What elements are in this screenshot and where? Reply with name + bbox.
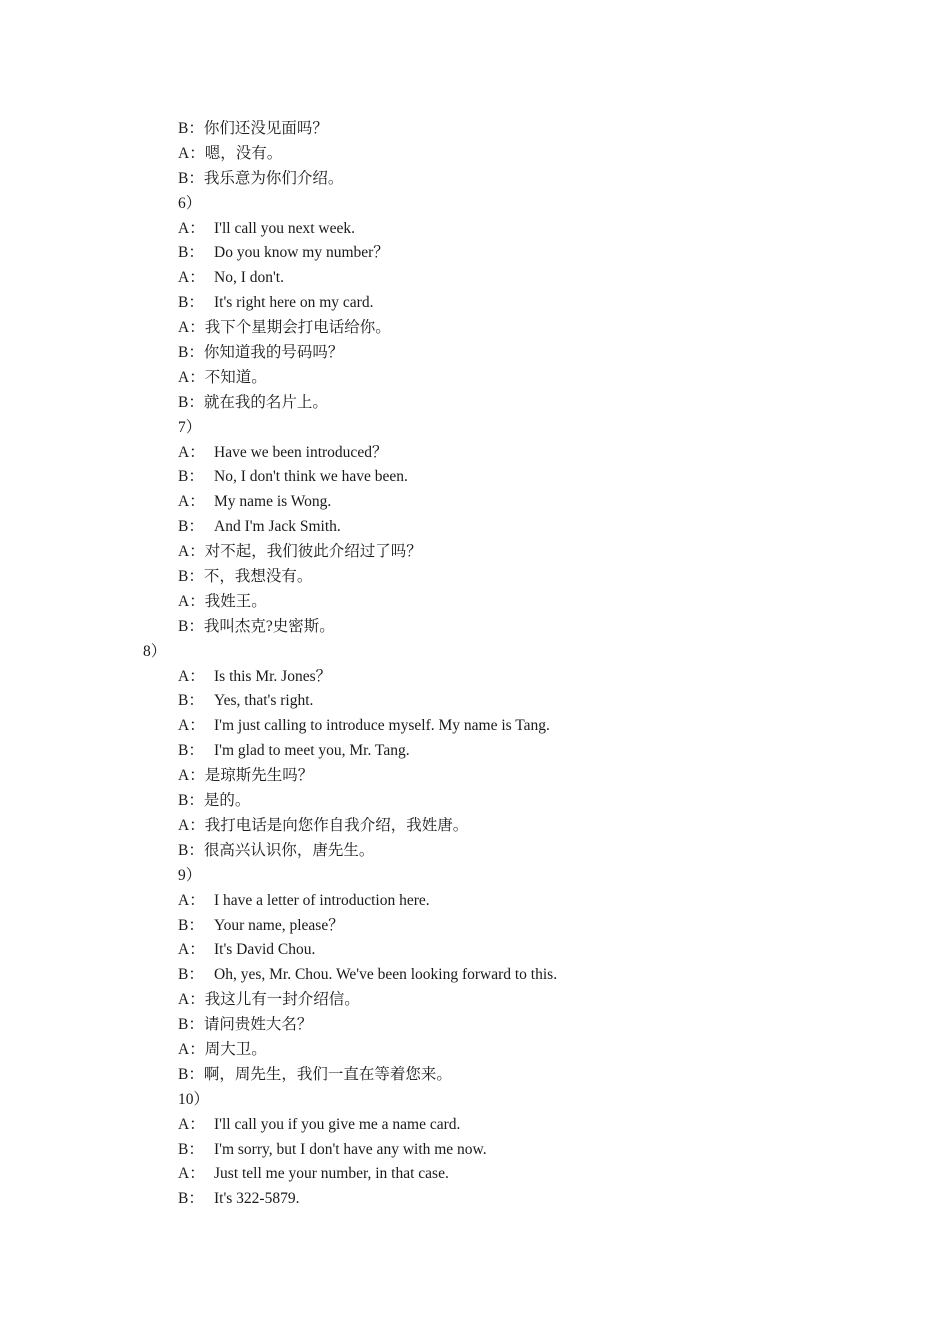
dialogue-line-chinese: A：我下个星期会打电话给你。: [178, 319, 391, 337]
dialogue-text: Is this Mr. Jones？: [214, 667, 332, 685]
dialogue-text: It's 322-5879.: [214, 1190, 300, 1208]
speaker-label: B：: [178, 244, 204, 262]
speaker-label: B：: [178, 468, 204, 486]
dialogue-text: Oh, yes, Mr. Chou. We've been looking forward to this.: [214, 966, 558, 984]
dialogue-line-english: [0, 889, 950, 914]
speaker-label: B：: [178, 742, 204, 760]
dialogue-text: I'm glad to meet you, Mr. Tang.: [214, 742, 410, 760]
speaker-label: A：: [178, 493, 205, 511]
dialogue-number: 9）: [178, 866, 202, 884]
speaker-label: B：: [178, 692, 204, 710]
speaker-label: A：: [178, 269, 205, 287]
dialogue-line-chinese: A：我这儿有一封介绍信。: [178, 991, 360, 1009]
dialogue-line-chinese: B：是的。: [178, 792, 251, 810]
speaker-label: B：: [178, 1190, 204, 1208]
dialogue-line-chinese: B：我乐意为你们介绍。: [178, 169, 344, 187]
speaker-label: B：: [178, 1140, 204, 1158]
dialogue-line-chinese: A：周大卫。: [178, 1040, 267, 1058]
dialogue-line-chinese: B：就在我的名片上。: [178, 393, 328, 411]
dialogue-line-english: [0, 739, 950, 764]
dialogue-line-chinese: A：不知道。: [178, 368, 267, 386]
dialogue-line-chinese: A：嗯，没有。: [178, 144, 283, 162]
speaker-label: A：: [178, 717, 205, 735]
speaker-label: A：: [178, 1165, 205, 1183]
speaker-label: A：: [178, 1115, 205, 1133]
dialogue-line-english: [0, 291, 950, 316]
dialogue-line-english: [0, 1187, 950, 1212]
speaker-label: A：: [178, 667, 205, 685]
dialogue-text: I'll call you if you give me a name card.: [214, 1115, 461, 1133]
dialogue-line-chinese: A：对不起，我们彼此介绍过了吗？: [178, 543, 422, 561]
dialogue-line-english: [0, 689, 950, 714]
dialogue-line-chinese: A：我姓王。: [178, 592, 267, 610]
dialogue-line-chinese: B：你们还没见面吗？: [178, 120, 328, 137]
dialogue-line-english: [0, 1162, 950, 1187]
dialogue-line-chinese: B：我叫杰克?史密斯。: [178, 617, 335, 635]
speaker-label: B：: [178, 518, 204, 536]
dialogue-line-chinese: B：请问贵姓大名？: [178, 1016, 313, 1034]
dialogue-line-english: [0, 490, 950, 515]
dialogue-number: 8）: [143, 642, 167, 660]
dialogue-text: No, I don't think we have been.: [214, 468, 408, 486]
dialogue-line-chinese: B：你知道我的号码吗？: [178, 344, 344, 362]
dialogue-line-english: [0, 714, 950, 739]
dialogue-line-english: [0, 938, 950, 963]
dialogue-text: My name is Wong.: [214, 493, 332, 511]
dialogue-text: I have a letter of introduction here.: [214, 891, 430, 909]
dialogue-text: Yes, that's right.: [214, 692, 314, 710]
dialogue-line-english: [0, 266, 950, 291]
dialogue-number: 7）: [178, 418, 202, 436]
dialogue-line-chinese: B：很高兴认识你，唐先生。: [178, 841, 375, 859]
speaker-label: A：: [178, 891, 205, 909]
dialogue-line-chinese: B：啊，周先生，我们一直在等着您来。: [178, 1065, 452, 1083]
dialogue-text: I'll call you next week.: [214, 219, 355, 237]
dialogue-number: 6）: [178, 194, 202, 212]
dialogue-number: 10）: [178, 1090, 210, 1108]
dialogue-line-chinese: A：是琼斯先生吗？: [178, 767, 314, 785]
speaker-label: A：: [178, 941, 205, 959]
dialogue-text: I'm sorry, but I don't have any with me now.: [214, 1140, 487, 1158]
dialogue-line-english: [0, 914, 950, 939]
dialogue-line-english: [0, 1138, 950, 1163]
speaker-label: B：: [178, 966, 204, 984]
dialogue-line-english: [0, 441, 950, 466]
dialogue-text: Your name, please？: [214, 916, 344, 934]
dialogue-text: Do you know my number？: [214, 244, 389, 262]
speaker-label: B：: [178, 294, 204, 312]
speaker-label: A：: [178, 219, 205, 237]
dialogue-line-english: [0, 241, 950, 266]
dialogue-text: Have we been introduced？: [214, 443, 388, 461]
dialogue-text: It's David Chou.: [214, 941, 316, 959]
dialogue-line-english: [0, 515, 950, 540]
dialogue-line-english: [0, 465, 950, 490]
dialogue-line-english: [0, 217, 950, 242]
speaker-label: B：: [178, 916, 204, 934]
dialogue-text: Just tell me your number, in that case.: [214, 1165, 449, 1183]
speaker-label: A：: [178, 443, 205, 461]
dialogue-line-english: [0, 963, 950, 988]
dialogue-text: No, I don't.: [214, 269, 284, 287]
dialogue-text: It's right here on my card.: [214, 294, 374, 312]
dialogue-line-english: [0, 1113, 950, 1138]
dialogue-text: And I'm Jack Smith.: [214, 518, 341, 536]
dialogue-line-chinese: B：不，我想没有。: [178, 568, 313, 586]
dialogue-lines: [0, 117, 950, 1212]
dialogue-text: I'm just calling to introduce myself. My name is Tang.: [214, 717, 550, 735]
dialogue-line-chinese: A：我打电话是向您作自我介绍，我姓唐。: [178, 816, 469, 834]
dialogue-line-english: [0, 665, 950, 690]
